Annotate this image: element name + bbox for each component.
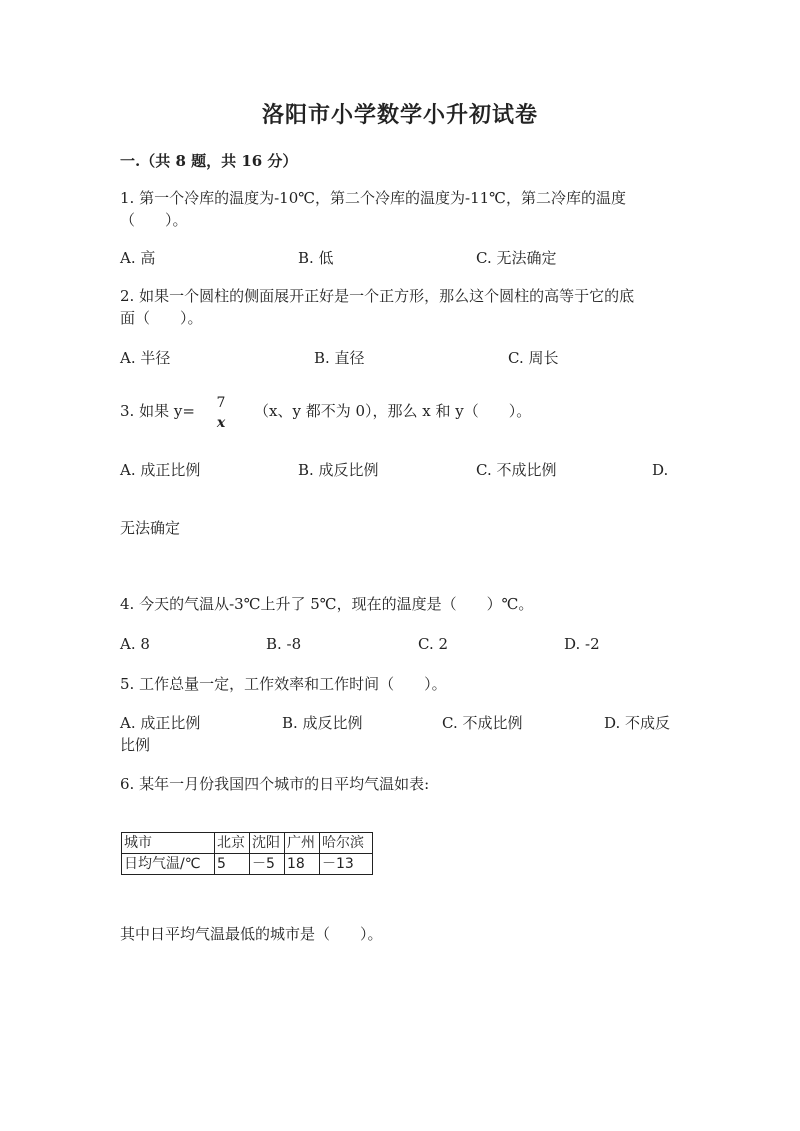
question-4-option-c: C. 2 [418,635,449,653]
question-1-line-2: （ ）。 [120,211,188,229]
question-2-option-b: B. 直径 [314,349,365,367]
question-1-line-1: 1. 第一个冷库的温度为-10℃，第二个冷库的温度为-11℃，第二冷库的温度 [120,189,626,207]
question-5-option-a: A. 成正比例 [120,714,201,732]
question-2-option-c: C. 周长 [508,349,559,367]
fraction-numerator: 7 [216,395,226,411]
question-5-option-d-continued: 比例 [120,736,151,754]
table-cell: 北京 [215,833,250,854]
table-cell: 5 [215,854,250,875]
table-row [122,854,373,875]
question-3-suffix: （x、y 都不为 0），那么 x 和 y（ ）。 [254,402,532,420]
table-cell: 哈尔滨 [320,833,373,854]
question-5-option-d: D. 不成反 [604,714,671,732]
question-1-option-c: C. 无法确定 [476,249,557,267]
table-cell: 日均气温/℃ [122,854,215,875]
fraction-denominator: x [216,415,226,431]
question-5-text: 5. 工作总量一定，工作效率和工作时间（ ）。 [120,675,447,693]
question-6-text: 6. 某年一月份我国四个城市的日平均气温如表: [120,775,430,793]
section-heading: 一.（共 8 题，共 16 分） [120,152,298,170]
fraction [212,395,230,431]
table-cell: 18 [285,854,320,875]
question-5-option-c: C. 不成比例 [442,714,523,732]
table-cell: 沈阳 [250,833,285,854]
table-header-row [122,833,373,854]
question-3-option-b: B. 成反比例 [298,461,379,479]
table-cell: 城市 [122,833,215,854]
question-1-option-b: B. 低 [298,249,334,267]
table-cell: －5 [250,854,285,875]
question-4-option-b: B. -8 [266,635,302,653]
question-3-option-c: C. 不成比例 [476,461,557,479]
question-4-option-d: D. -2 [564,635,600,653]
table-cell: 广州 [285,833,320,854]
question-4-text: 4. 今天的气温从-3℃上升了 5℃，现在的温度是（ ）℃。 [120,595,534,613]
temperature-table [121,832,373,875]
question-3-option-d: D. [652,461,669,479]
question-3-option-a: A. 成正比例 [120,461,201,479]
question-2-line-1: 2. 如果一个圆柱的侧面展开正好是一个正方形，那么这个圆柱的高等于它的底 [120,287,635,305]
question-1-option-a: A. 高 [120,249,156,267]
question-2-line-2: 面（ ）。 [120,309,203,327]
question-6-followup: 其中日平均气温最低的城市是（ ）。 [120,925,383,943]
question-4-option-a: A. 8 [120,635,150,653]
question-3-option-d-continued: 无法确定 [120,519,181,537]
question-3-prefix: 3. 如果 y= [120,402,195,420]
table-cell: －13 [320,854,373,875]
question-5-option-b: B. 成反比例 [282,714,363,732]
page-title: 洛阳市小学数学小升初试卷 [261,102,538,128]
question-2-option-a: A. 半径 [120,349,171,367]
